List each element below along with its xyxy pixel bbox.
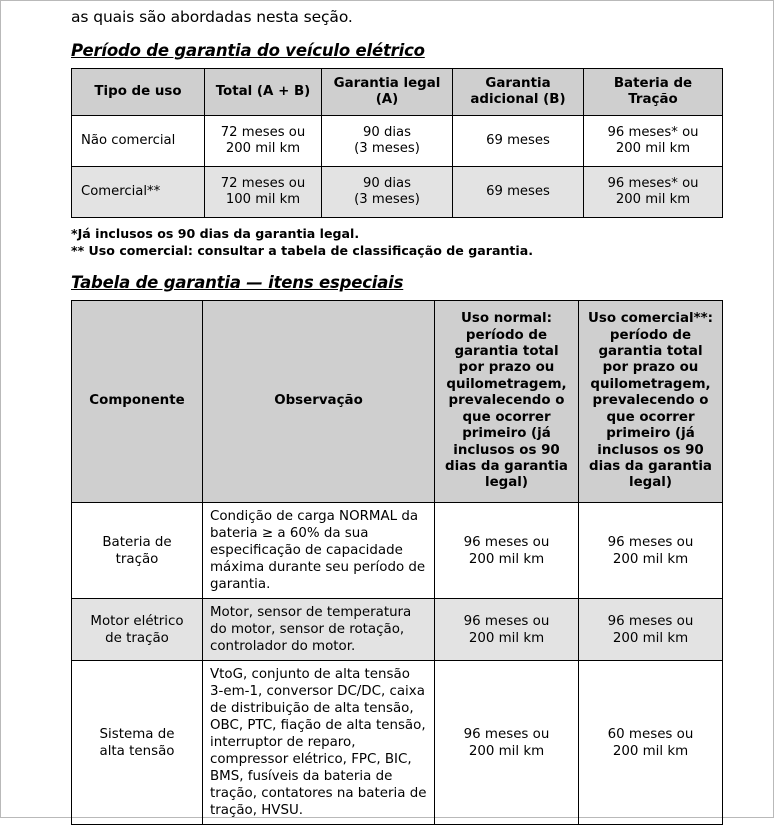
col-header-total: Total (A + B) [205,69,322,116]
cell-tipo-uso: Comercial** [72,167,205,218]
cell-uso-normal: 96 meses ou 200 mil km [435,599,579,661]
cell-bateria-tracao: 96 meses* ou 200 mil km [584,116,723,167]
cell-garantia-legal: 90 dias (3 meses) [322,116,453,167]
cell-uso-normal: 96 meses ou 200 mil km [435,503,579,599]
section-title-special-items: Tabela de garantia — itens especiais [71,273,404,292]
cell-componente: Bateria de tração [72,503,203,599]
footnote-2: ** Uso comercial: consultar a tabela de classificação de garantia. [71,243,534,258]
footnote-1: *Já inclusos os 90 dias da garantia legal. [71,226,360,241]
cell-uso-normal: 96 meses ou 200 mil km [435,661,579,825]
warranty-period-table [71,68,723,218]
table-row [72,116,723,167]
cell-garantia-adicional: 69 meses [453,167,584,218]
page-content [71,1,731,825]
cell-uso-comercial: 60 meses ou 200 mil km [579,661,723,825]
col-header-garantia-adicional: Garantia adicional (B) [453,69,584,116]
special-items-table [71,300,723,825]
cell-uso-comercial: 96 meses ou 200 mil km [579,503,723,599]
cell-uso-comercial: 96 meses ou 200 mil km [579,599,723,661]
table-row [72,599,723,661]
col-header-tipo-uso: Tipo de uso [72,69,205,116]
col-header-garantia-legal: Garantia legal (A) [322,69,453,116]
col-header-uso-normal: Uso normal: período de garantia total por prazo ou quilometragem, prevalecendo o que ocorrer primeiro (já inclusos os 90 dias da garantia legal) [435,301,579,503]
cell-total: 72 meses ou 100 mil km [205,167,322,218]
col-header-bateria-tracao: Bateria de Tração [584,69,723,116]
col-header-componente: Componente [72,301,203,503]
cell-componente: Sistema de alta tensão [72,661,203,825]
cell-componente: Motor elétrico de tração [72,599,203,661]
cell-bateria-tracao: 96 meses* ou 200 mil km [584,167,723,218]
table-row [72,167,723,218]
cell-total: 72 meses ou 200 mil km [205,116,322,167]
section-title-warranty-period: Período de garantia do veículo elétrico [71,41,425,60]
cell-garantia-adicional: 69 meses [453,116,584,167]
table-row [72,661,723,825]
cell-observacao: Motor, sensor de temperatura do motor, sensor de rotação, controlador do motor. [203,599,435,661]
cell-observacao: VtoG, conjunto de alta tensão 3-em-1, conversor DC/DC, caixa de distribuição de alta tensão, OBC, PTC, fiação de alta tensão, interruptor de reparo, compressor elétrico, FPC, BIC, BMS, fusíveis da bateria de tração, contatores na bateria de tração, HVSU. [203,661,435,825]
table-header-row [72,69,723,116]
cell-tipo-uso: Não comercial [72,116,205,167]
col-header-uso-comercial: Uso comercial**: período de garantia total por prazo ou quilometragem, prevalecendo o que ocorrer primeiro (já inclusos os 90 dias da garantia legal) [579,301,723,503]
cell-observacao: Condição de carga NORMAL da bateria ≥ a 60% da sua especificação de capacidade máxima durante seu período de garantia. [203,503,435,599]
col-header-observacao: Observação [203,301,435,503]
cell-garantia-legal: 90 dias (3 meses) [322,167,453,218]
table-row [72,503,723,599]
table-footnotes [71,225,731,259]
intro-paragraph: as quais são abordadas nesta seção. [71,8,353,26]
table-header-row [72,301,723,503]
